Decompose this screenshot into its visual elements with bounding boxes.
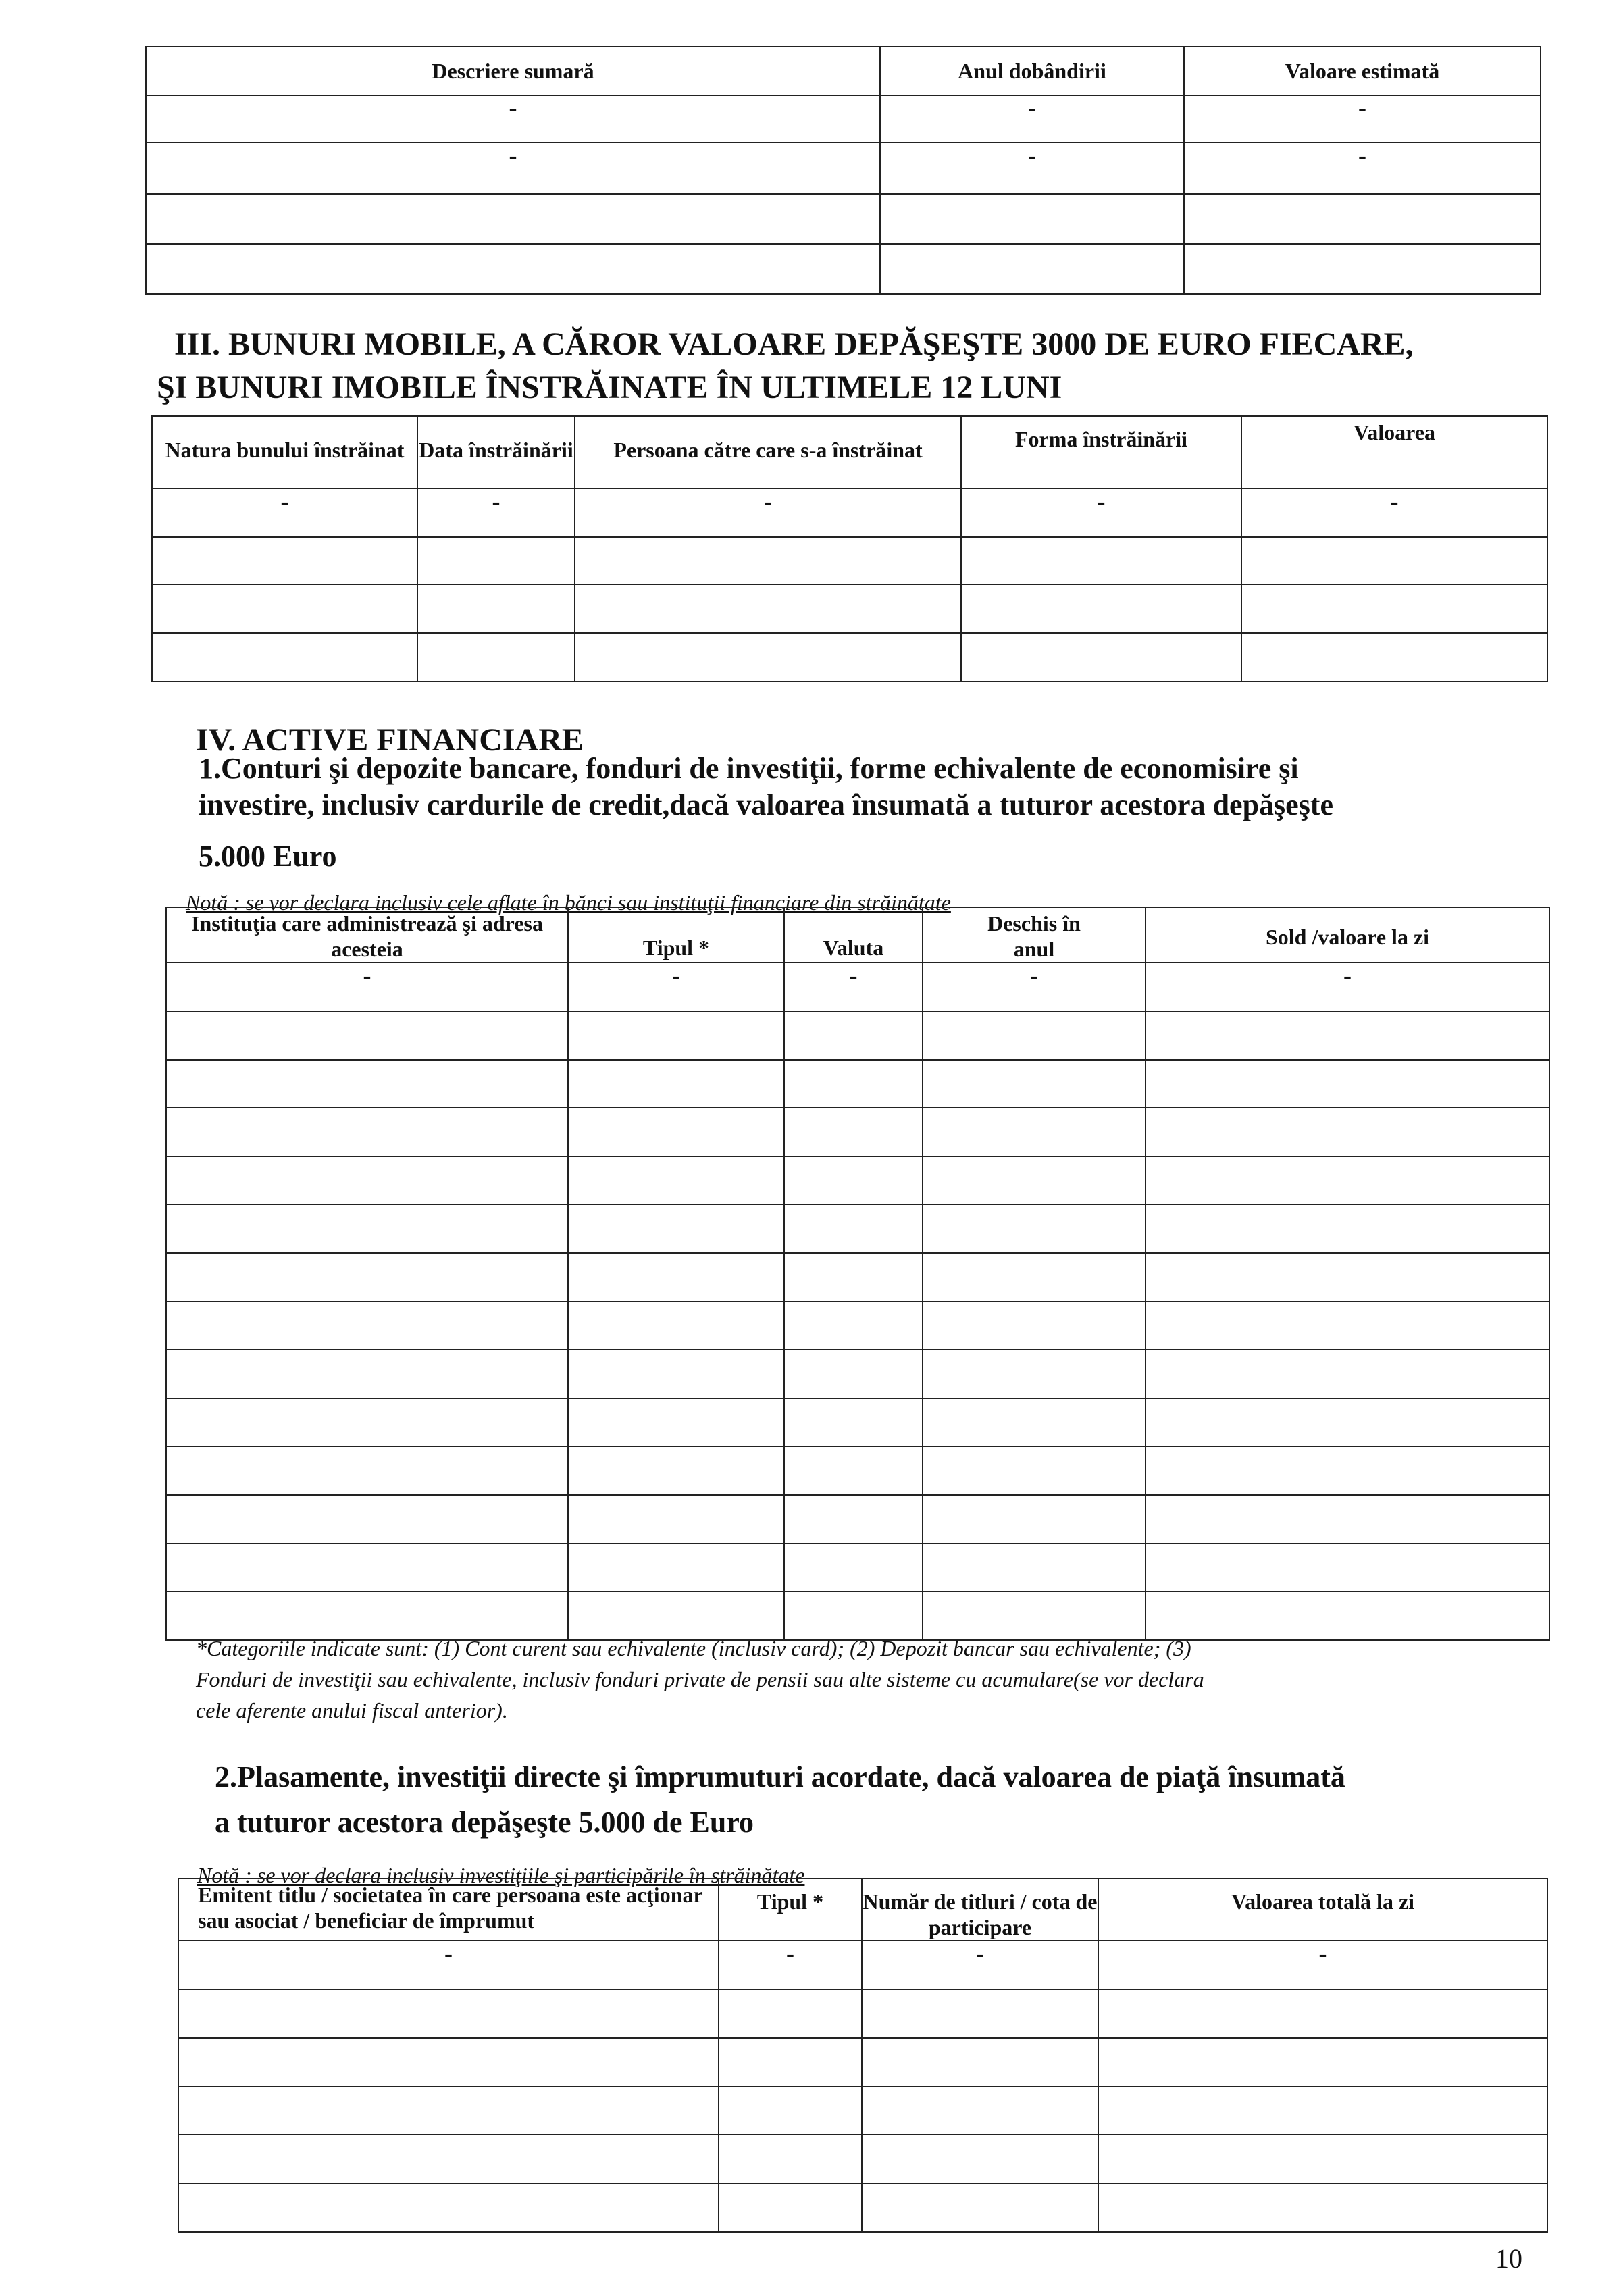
section-4-title: IV. ACTIVE FINANCIARE [196, 722, 584, 758]
table-cell [575, 584, 961, 633]
table-row [178, 2087, 1547, 2135]
col-header-total-value: Valoarea totală la zi [1098, 1879, 1547, 1941]
table-row [146, 194, 1541, 244]
table-cell [1241, 633, 1547, 682]
col-header-balance: Sold /valoare la zi [1146, 907, 1549, 963]
col-header-estimated-value: Valoare estimată [1184, 47, 1541, 95]
table-cell [719, 1989, 862, 2038]
table-cell [784, 1156, 923, 1204]
section-4-subtitle-2-line2: a tuturor acestora depăşeşte 5.000 de Euro [215, 1806, 754, 1839]
table-cell [568, 1060, 784, 1108]
table-cell [166, 1446, 568, 1495]
table-cell [152, 584, 417, 633]
table-row [166, 1060, 1549, 1108]
table-cell [568, 1156, 784, 1204]
table-row [178, 2038, 1547, 2087]
table-cell [146, 194, 880, 244]
table-cell [961, 584, 1241, 633]
table-section-3 [151, 415, 1548, 682]
table-cell: - [719, 1941, 862, 1989]
table-row [166, 1350, 1549, 1398]
table-cell [1098, 2135, 1547, 2183]
col-header-type-2: Tipul * [719, 1879, 862, 1941]
table-cell [166, 1108, 568, 1156]
col-header-alienation-date: Data înstrăinării [417, 416, 575, 488]
table-cell: - [784, 963, 923, 1011]
table-cell: - [417, 488, 575, 537]
table-cell [1146, 1495, 1549, 1544]
table-cell [568, 1108, 784, 1156]
table-cell [1241, 537, 1547, 584]
table-row [166, 1011, 1549, 1060]
table-cell [568, 1204, 784, 1253]
table-cell: - [923, 963, 1146, 1011]
table-cell: - [152, 488, 417, 537]
table-row [166, 1446, 1549, 1495]
table-cell [923, 1446, 1146, 1495]
table-cell [1098, 2087, 1547, 2135]
table-cell [784, 1446, 923, 1495]
section-3-title-line2: ŞI BUNURI IMOBILE ÎNSTRĂINATE ÎN ULTIMELE 12 LUNI [157, 369, 1062, 405]
table-cell: - [1184, 143, 1541, 194]
table-cell [152, 633, 417, 682]
table-cell: - [1184, 95, 1541, 143]
col-header-opened-year: Deschis în anul [923, 907, 1146, 963]
table-cell: - [880, 143, 1184, 194]
table-row [178, 2135, 1547, 2183]
table-cell [784, 1108, 923, 1156]
section-3-title-line1: III. BUNURI MOBILE, A CĂROR VALOARE DEPĂŞEŞTE 3000 DE EURO FIECARE, [174, 326, 1414, 362]
table-cell [166, 1495, 568, 1544]
table-row [166, 1544, 1549, 1591]
table-cell [166, 1302, 568, 1350]
table-cell [166, 1060, 568, 1108]
table-row [152, 584, 1547, 633]
table-cell [568, 1302, 784, 1350]
table-row [178, 2183, 1547, 2232]
table-cell [1241, 584, 1547, 633]
table-cell [862, 2135, 1098, 2183]
table-cell [961, 537, 1241, 584]
table-cell [880, 244, 1184, 294]
table-cell [1146, 1302, 1549, 1350]
col-header-recipient: Persoana către care s-a înstrăinat [575, 416, 961, 488]
section-4-subtitle-2-line1: 2.Plasamente, investiţii directe şi împrumuturi acordate, dacă valoarea de piaţă însumată [215, 1760, 1345, 1793]
table-cell [862, 2183, 1098, 2232]
col-header-currency: Valuta [784, 907, 923, 963]
table-row [146, 143, 1541, 194]
table-cell: - [146, 95, 880, 143]
table-cell: - [961, 488, 1241, 537]
table-cell [784, 1253, 923, 1302]
table-cell [862, 2087, 1098, 2135]
table-cell: - [1098, 1941, 1547, 1989]
table-cell [719, 2087, 862, 2135]
table-cell [568, 1495, 784, 1544]
section-4-subtitle-1-line2: investire, inclusiv cardurile de credit,dacă valoarea însumată a tuturor acestora depăşeşte [199, 788, 1333, 821]
table-cell: - [862, 1941, 1098, 1989]
col-header-year-acquired: Anul dobândirii [880, 47, 1184, 95]
col-header-issuer: Emitent titlu / societatea în care persoana este acţionar sau asociat / beneficiar de împrumut [178, 1879, 719, 1941]
table-row [166, 1302, 1549, 1350]
table-cell [166, 1350, 568, 1398]
table-cell [923, 1060, 1146, 1108]
table-cell [575, 633, 961, 682]
table-cell [1146, 1060, 1549, 1108]
table-cell [880, 194, 1184, 244]
table-cell [417, 633, 575, 682]
table-cell: - [1146, 963, 1549, 1011]
table-cell [575, 537, 961, 584]
col-header-description: Descriere sumară [146, 47, 880, 95]
col-header-alienation-form: Forma înstrăinării [961, 416, 1241, 488]
table-investments [178, 1878, 1548, 2233]
table-row [146, 95, 1541, 143]
table-row [166, 1204, 1549, 1253]
table-cell [152, 537, 417, 584]
table-cell [417, 537, 575, 584]
table-cell [1184, 194, 1541, 244]
table-row [166, 1253, 1549, 1302]
table-cell [862, 1989, 1098, 2038]
table-cell [1146, 1156, 1549, 1204]
table-cell [1098, 2183, 1547, 2232]
table-cell [1098, 2038, 1547, 2087]
table-cell: - [146, 143, 880, 194]
table-cell [1146, 1350, 1549, 1398]
table-row [178, 1941, 1547, 1989]
table-cell: - [1241, 488, 1547, 537]
table-cell [784, 1350, 923, 1398]
col-header-institution: Instituţia care administrează şi adresa acesteia [166, 907, 568, 963]
table-cell [923, 1591, 1146, 1640]
table-cell [568, 1350, 784, 1398]
table-cell [166, 1591, 568, 1640]
table-cell [923, 1011, 1146, 1060]
table-cell [784, 1011, 923, 1060]
table-cell [568, 1011, 784, 1060]
table-cell [166, 1544, 568, 1591]
table-cell [784, 1495, 923, 1544]
table-cell [784, 1544, 923, 1591]
table-row [152, 488, 1547, 537]
table-cell [923, 1495, 1146, 1544]
table-cell: - [575, 488, 961, 537]
table-cell [862, 2038, 1098, 2087]
table-cell [1146, 1544, 1549, 1591]
table-cell [568, 1544, 784, 1591]
table-cell [178, 2135, 719, 2183]
table-cell [1146, 1253, 1549, 1302]
table-cell [923, 1253, 1146, 1302]
note-2: Notă : se vor declara inclusiv investiţiile şi participările în străinătate [197, 1863, 805, 1887]
table-cell [923, 1302, 1146, 1350]
table-cell [1146, 1591, 1549, 1640]
table-cell [961, 633, 1241, 682]
table-row [166, 1591, 1549, 1640]
table-row [146, 244, 1541, 294]
table-row [166, 1108, 1549, 1156]
table-cell: - [568, 963, 784, 1011]
table-cell [1146, 1108, 1549, 1156]
table-cell [166, 1011, 568, 1060]
table-cell [1146, 1446, 1549, 1495]
table-cell: - [880, 95, 1184, 143]
table-cell [923, 1108, 1146, 1156]
table-cell [568, 1591, 784, 1640]
table-cell [784, 1302, 923, 1350]
table-cell [146, 244, 880, 294]
table-top [145, 46, 1541, 295]
section-4-subtitle-1-line3: 5.000 Euro [199, 840, 337, 873]
table-cell [784, 1591, 923, 1640]
table-cell [923, 1544, 1146, 1591]
table-row [152, 633, 1547, 682]
table-cell [568, 1253, 784, 1302]
table-cell [417, 584, 575, 633]
table-cell [178, 1989, 719, 2038]
page-number: 10 [1495, 2243, 1522, 2274]
table-cell [923, 1398, 1146, 1446]
table-cell [166, 1253, 568, 1302]
table-cell [719, 2183, 862, 2232]
table-cell: - [166, 963, 568, 1011]
table-cell [1184, 244, 1541, 294]
table-row [152, 537, 1547, 584]
table-cell [1146, 1011, 1549, 1060]
col-header-shares-count: Număr de titluri / cota de participare [862, 1879, 1098, 1941]
table-cell [719, 2038, 862, 2087]
table-cell [178, 2183, 719, 2232]
table-row [178, 1989, 1547, 2038]
table-cell [923, 1156, 1146, 1204]
footnote-line3: cele aferente anului fiscal anterior). [196, 1698, 508, 1723]
note-1: Notă : se vor declara inclusiv cele aflate în bănci sau instituţii financiare din străinătate [186, 890, 951, 915]
footnote-line2: Fonduri de investiţii sau echivalente, inclusiv fonduri private de pensii sau alte sisteme cu acumulare(se vor declara [196, 1667, 1204, 1691]
table-cell [784, 1204, 923, 1253]
table-cell [166, 1204, 568, 1253]
table-cell [1146, 1398, 1549, 1446]
col-header-value: Valoarea [1241, 416, 1547, 488]
table-cell [166, 1156, 568, 1204]
section-4-subtitle-1-line1: 1.Conturi şi depozite bancare, fonduri de investiţii, forme echivalente de economisire şi [199, 752, 1299, 785]
table-cell [784, 1060, 923, 1108]
table-cell [784, 1398, 923, 1446]
table-cell [568, 1398, 784, 1446]
col-header-asset-nature: Natura bunului înstrăinat [152, 416, 417, 488]
table-cell [568, 1446, 784, 1495]
table-cell [178, 2087, 719, 2135]
table-row [166, 1398, 1549, 1446]
table-cell: - [178, 1941, 719, 1989]
table-cell [178, 2038, 719, 2087]
table-cell [1098, 1989, 1547, 2038]
table-cell [923, 1204, 1146, 1253]
col-header-type: Tipul * [568, 907, 784, 963]
table-financial-accounts [165, 907, 1550, 1641]
table-row [166, 963, 1549, 1011]
footnote-line1: *Categoriile indicate sunt: (1) Cont curent sau echivalente (inclusiv card); (2) Depozit bancar sau echivalente; (3) [196, 1636, 1191, 1660]
table-row [166, 1156, 1549, 1204]
table-cell [923, 1350, 1146, 1398]
table-cell [1146, 1204, 1549, 1253]
table-cell [166, 1398, 568, 1446]
table-row [166, 1495, 1549, 1544]
table-cell [719, 2135, 862, 2183]
